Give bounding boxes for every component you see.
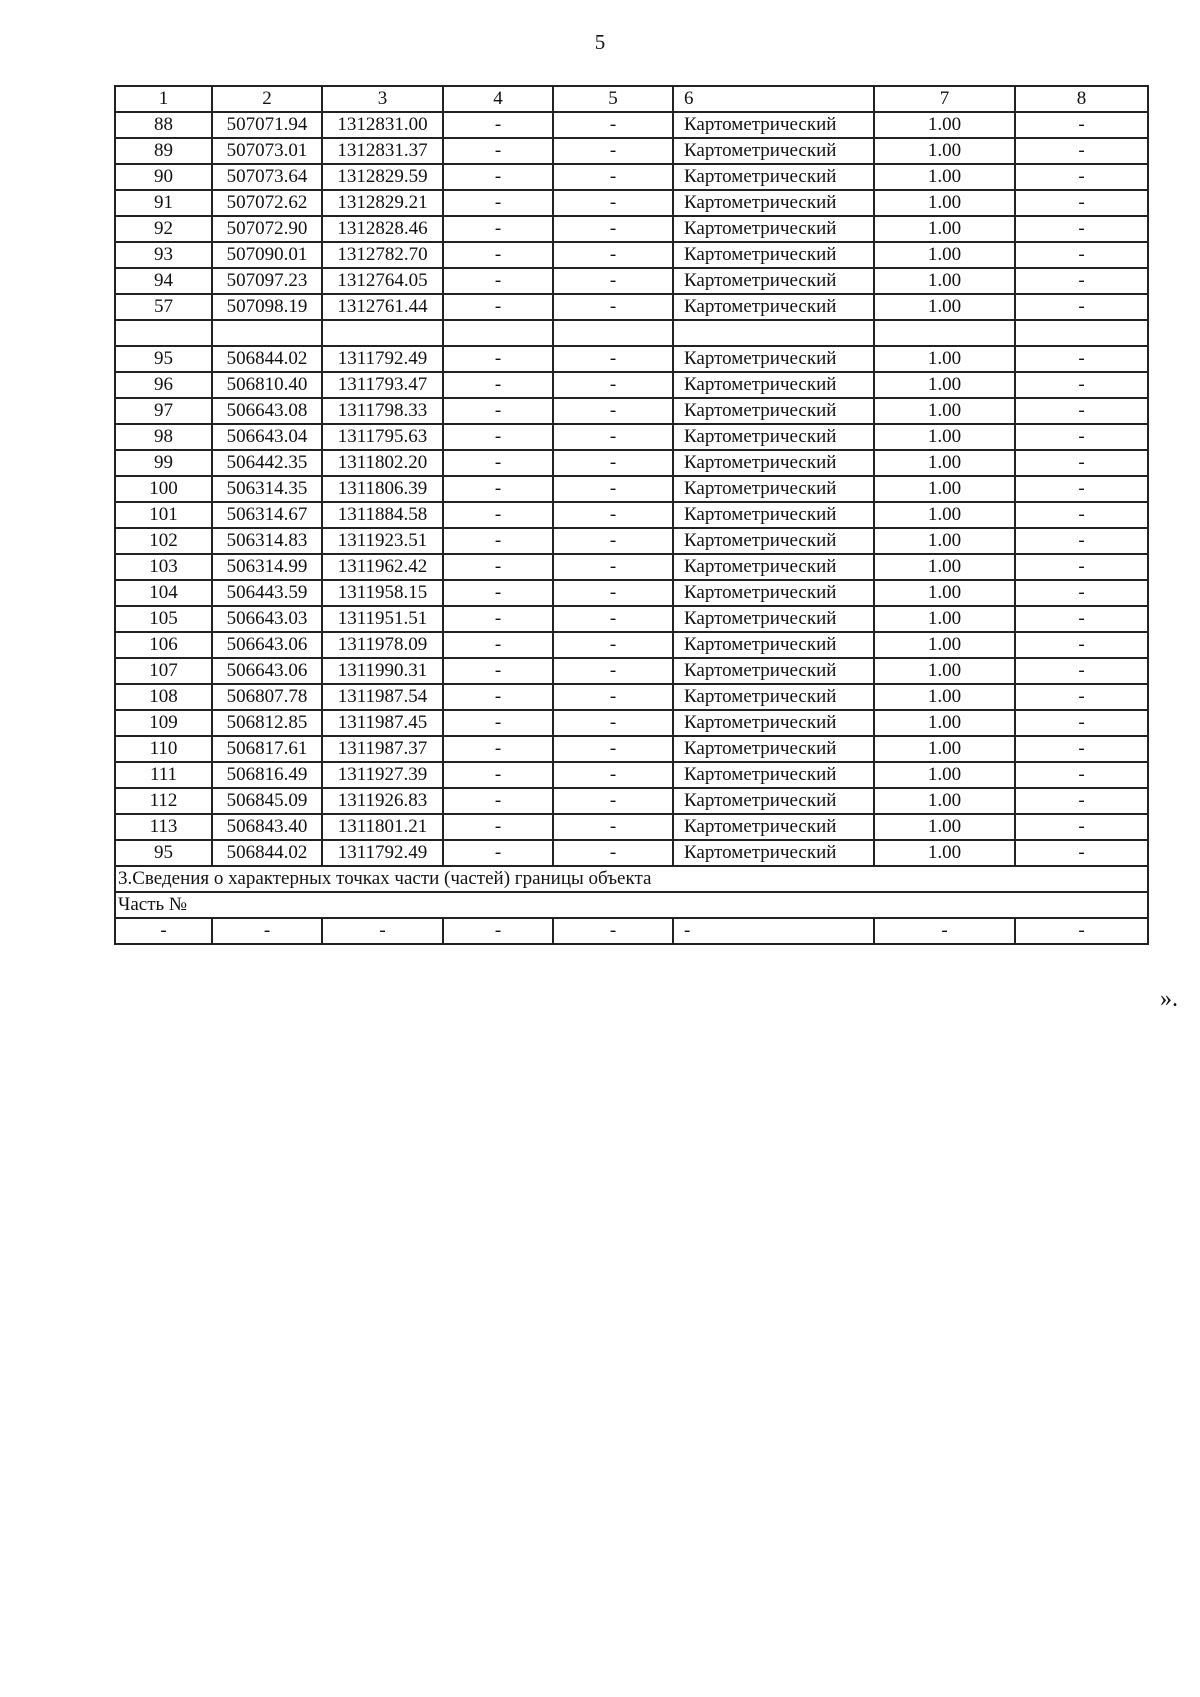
cell-method: Картометрический <box>673 398 874 424</box>
cell-col-4: - <box>443 164 553 190</box>
cell-method: Картометрический <box>673 840 874 866</box>
table-row <box>115 762 1148 788</box>
cell-y-coordinate: 1311793.47 <box>322 372 443 398</box>
cell-method: Картометрический <box>673 294 874 320</box>
cell-x-coordinate: 507072.62 <box>212 190 322 216</box>
cell-col-4 <box>443 320 553 346</box>
cell-accuracy: 1.00 <box>874 242 1015 268</box>
section-title-row <box>115 866 1148 892</box>
cell-method: Картометрический <box>673 710 874 736</box>
cell-accuracy: - <box>874 918 1015 944</box>
cell-col-5: - <box>553 554 673 580</box>
cell-x-coordinate: 506816.49 <box>212 762 322 788</box>
cell-col-8: - <box>1015 684 1148 710</box>
section-3-title: 3.Сведения о характерных точках части (частей) границы объекта <box>115 866 1148 892</box>
cell-x-coordinate <box>212 320 322 346</box>
cell-point-number: 111 <box>115 762 212 788</box>
cell-y-coordinate: 1311801.21 <box>322 814 443 840</box>
cell-y-coordinate: 1312831.37 <box>322 138 443 164</box>
cell-col-4: - <box>443 268 553 294</box>
cell-accuracy: 1.00 <box>874 398 1015 424</box>
cell-x-coordinate: 506643.04 <box>212 424 322 450</box>
cell-y-coordinate: 1312782.70 <box>322 242 443 268</box>
cell-col-8: - <box>1015 580 1148 606</box>
cell-col-5 <box>553 320 673 346</box>
cell-y-coordinate: - <box>322 918 443 944</box>
cell-accuracy: 1.00 <box>874 814 1015 840</box>
cell-y-coordinate: 1311798.33 <box>322 398 443 424</box>
cell-point-number: 112 <box>115 788 212 814</box>
cell-method: Картометрический <box>673 138 874 164</box>
table-row <box>115 216 1148 242</box>
cell-col-8: - <box>1015 190 1148 216</box>
table-row <box>115 346 1148 372</box>
cell-x-coordinate: 506443.59 <box>212 580 322 606</box>
cell-col-4: - <box>443 502 553 528</box>
cell-col-8: - <box>1015 268 1148 294</box>
cell-col-8: - <box>1015 788 1148 814</box>
cell-method: Картометрический <box>673 814 874 840</box>
cell-x-coordinate: 507097.23 <box>212 268 322 294</box>
cell-method: 6 <box>673 86 874 112</box>
cell-y-coordinate: 1311792.49 <box>322 346 443 372</box>
cell-y-coordinate: 1311923.51 <box>322 528 443 554</box>
cell-y-coordinate <box>322 320 443 346</box>
cell-accuracy: 1.00 <box>874 112 1015 138</box>
cell-accuracy: 1.00 <box>874 450 1015 476</box>
cell-col-4: - <box>443 528 553 554</box>
cell-x-coordinate: 506845.09 <box>212 788 322 814</box>
cell-col-5: - <box>553 294 673 320</box>
cell-method: Картометрический <box>673 242 874 268</box>
cell-method: Картометрический <box>673 762 874 788</box>
cell-col-5: - <box>553 268 673 294</box>
cell-col-5: - <box>553 112 673 138</box>
cell-point-number: 109 <box>115 710 212 736</box>
cell-y-coordinate: 1311990.31 <box>322 658 443 684</box>
cell-col-8: - <box>1015 138 1148 164</box>
table-row <box>115 502 1148 528</box>
cell-col-4: - <box>443 814 553 840</box>
cell-accuracy: 1.00 <box>874 658 1015 684</box>
cell-col-8: - <box>1015 242 1148 268</box>
cell-col-5: - <box>553 684 673 710</box>
cell-col-5: - <box>553 450 673 476</box>
cell-y-coordinate: 1312829.59 <box>322 164 443 190</box>
table-row <box>115 294 1148 320</box>
cell-point-number: 94 <box>115 268 212 294</box>
table-body <box>115 86 1148 944</box>
cell-col-4: - <box>443 112 553 138</box>
cell-col-4: - <box>443 658 553 684</box>
cell-x-coordinate: 507073.64 <box>212 164 322 190</box>
cell-x-coordinate: 506643.06 <box>212 658 322 684</box>
cell-x-coordinate: 506812.85 <box>212 710 322 736</box>
cell-x-coordinate: 506817.61 <box>212 736 322 762</box>
table-row <box>115 242 1148 268</box>
cell-point-number: 101 <box>115 502 212 528</box>
cell-y-coordinate: 1311884.58 <box>322 502 443 528</box>
cell-x-coordinate: 507098.19 <box>212 294 322 320</box>
cell-point-number: 97 <box>115 398 212 424</box>
cell-col-8: - <box>1015 554 1148 580</box>
cell-method: Картометрический <box>673 476 874 502</box>
cell-col-8: - <box>1015 658 1148 684</box>
cell-col-4: - <box>443 216 553 242</box>
cell-method: Картометрический <box>673 268 874 294</box>
cell-point-number: 95 <box>115 346 212 372</box>
table-row <box>115 632 1148 658</box>
cell-col-8 <box>1015 320 1148 346</box>
cell-col-8: 8 <box>1015 86 1148 112</box>
cell-col-4: - <box>443 190 553 216</box>
coordinates-table <box>114 85 1149 945</box>
cell-point-number <box>115 320 212 346</box>
cell-accuracy: 1.00 <box>874 632 1015 658</box>
cell-x-coordinate: 2 <box>212 86 322 112</box>
cell-point-number: 105 <box>115 606 212 632</box>
cell-x-coordinate: 506314.83 <box>212 528 322 554</box>
cell-point-number: 91 <box>115 190 212 216</box>
cell-col-8: - <box>1015 346 1148 372</box>
cell-col-5: - <box>553 138 673 164</box>
cell-method: Картометрический <box>673 190 874 216</box>
cell-accuracy: 1.00 <box>874 684 1015 710</box>
cell-col-8: - <box>1015 372 1148 398</box>
cell-col-8: - <box>1015 814 1148 840</box>
cell-point-number: 1 <box>115 86 212 112</box>
cell-col-8: - <box>1015 424 1148 450</box>
cell-method: Картометрический <box>673 112 874 138</box>
cell-col-8: - <box>1015 736 1148 762</box>
cell-method: Картометрический <box>673 606 874 632</box>
cell-accuracy: 1.00 <box>874 476 1015 502</box>
cell-col-4: - <box>443 788 553 814</box>
cell-col-5: - <box>553 424 673 450</box>
table-row <box>115 580 1148 606</box>
cell-accuracy: 1.00 <box>874 164 1015 190</box>
cell-accuracy: 1.00 <box>874 736 1015 762</box>
cell-col-4: - <box>443 840 553 866</box>
cell-point-number: 106 <box>115 632 212 658</box>
cell-col-8: - <box>1015 502 1148 528</box>
cell-point-number: 100 <box>115 476 212 502</box>
cell-method: Картометрический <box>673 658 874 684</box>
cell-accuracy: 1.00 <box>874 554 1015 580</box>
cell-x-coordinate: 506810.40 <box>212 372 322 398</box>
cell-col-4: - <box>443 372 553 398</box>
cell-point-number: 102 <box>115 528 212 554</box>
cell-accuracy: 1.00 <box>874 710 1015 736</box>
cell-accuracy: 1.00 <box>874 424 1015 450</box>
cell-col-8: - <box>1015 294 1148 320</box>
table-row <box>115 372 1148 398</box>
cell-col-8: - <box>1015 918 1148 944</box>
cell-x-coordinate: 507090.01 <box>212 242 322 268</box>
cell-col-5: - <box>553 398 673 424</box>
cell-col-8: - <box>1015 762 1148 788</box>
cell-method: Картометрический <box>673 450 874 476</box>
cell-col-4: 4 <box>443 86 553 112</box>
cell-accuracy: 1.00 <box>874 190 1015 216</box>
cell-point-number: 92 <box>115 216 212 242</box>
closing-quote-mark: ». <box>1160 986 1178 1012</box>
table-row <box>115 138 1148 164</box>
separator-row <box>115 320 1148 346</box>
cell-point-number: 89 <box>115 138 212 164</box>
cell-accuracy: 1.00 <box>874 138 1015 164</box>
cell-accuracy: 1.00 <box>874 502 1015 528</box>
table-row <box>115 528 1148 554</box>
cell-point-number: 98 <box>115 424 212 450</box>
table-row <box>115 788 1148 814</box>
cell-y-coordinate: 1312831.00 <box>322 112 443 138</box>
cell-col-5: - <box>553 242 673 268</box>
cell-y-coordinate: 1311806.39 <box>322 476 443 502</box>
cell-method: Картометрический <box>673 632 874 658</box>
cell-col-8: - <box>1015 840 1148 866</box>
cell-accuracy: 1.00 <box>874 606 1015 632</box>
cell-col-4: - <box>443 554 553 580</box>
cell-x-coordinate: 506314.35 <box>212 476 322 502</box>
cell-method: Картометрический <box>673 580 874 606</box>
cell-y-coordinate: 1311962.42 <box>322 554 443 580</box>
cell-point-number: 104 <box>115 580 212 606</box>
cell-x-coordinate: 506643.08 <box>212 398 322 424</box>
cell-point-number: 96 <box>115 372 212 398</box>
cell-x-coordinate: 506643.06 <box>212 632 322 658</box>
cell-col-8: - <box>1015 164 1148 190</box>
cell-x-coordinate: 507073.01 <box>212 138 322 164</box>
cell-method: Картометрический <box>673 372 874 398</box>
cell-col-8: - <box>1015 112 1148 138</box>
cell-col-8: - <box>1015 450 1148 476</box>
cell-point-number: 113 <box>115 814 212 840</box>
cell-x-coordinate: 507071.94 <box>212 112 322 138</box>
cell-method: Картометрический <box>673 502 874 528</box>
cell-col-5: - <box>553 476 673 502</box>
cell-col-4: - <box>443 294 553 320</box>
table-row <box>115 814 1148 840</box>
cell-col-4: - <box>443 398 553 424</box>
cell-point-number: 103 <box>115 554 212 580</box>
cell-x-coordinate: 506843.40 <box>212 814 322 840</box>
table-row <box>115 164 1148 190</box>
cell-y-coordinate: 1311951.51 <box>322 606 443 632</box>
cell-y-coordinate: 1312829.21 <box>322 190 443 216</box>
cell-y-coordinate: 1312764.05 <box>322 268 443 294</box>
table-row <box>115 190 1148 216</box>
cell-method: Картометрический <box>673 216 874 242</box>
cell-accuracy: 1.00 <box>874 216 1015 242</box>
cell-col-5: - <box>553 346 673 372</box>
cell-accuracy: 1.00 <box>874 268 1015 294</box>
cell-col-4: - <box>443 762 553 788</box>
cell-y-coordinate: 1311987.37 <box>322 736 443 762</box>
cell-accuracy: 1.00 <box>874 580 1015 606</box>
cell-x-coordinate: 507072.90 <box>212 216 322 242</box>
cell-accuracy: 7 <box>874 86 1015 112</box>
cell-method: Картометрический <box>673 528 874 554</box>
cell-col-8: - <box>1015 710 1148 736</box>
table-row <box>115 710 1148 736</box>
cell-col-4: - <box>443 580 553 606</box>
cell-col-8: - <box>1015 528 1148 554</box>
cell-col-5: - <box>553 840 673 866</box>
cell-col-5: - <box>553 788 673 814</box>
table-row <box>115 606 1148 632</box>
cell-point-number: 57 <box>115 294 212 320</box>
cell-col-4: - <box>443 606 553 632</box>
table-row <box>115 736 1148 762</box>
cell-accuracy: 1.00 <box>874 372 1015 398</box>
cell-method: Картометрический <box>673 788 874 814</box>
cell-point-number: 88 <box>115 112 212 138</box>
cell-accuracy: 1.00 <box>874 294 1015 320</box>
cell-col-4: - <box>443 684 553 710</box>
cell-point-number: 90 <box>115 164 212 190</box>
cell-method: - <box>673 918 874 944</box>
cell-col-5: - <box>553 710 673 736</box>
cell-col-4: - <box>443 736 553 762</box>
cell-col-5: - <box>553 736 673 762</box>
cell-col-4: - <box>443 138 553 164</box>
cell-col-5: - <box>553 606 673 632</box>
cell-point-number: - <box>115 918 212 944</box>
page-number: 5 <box>594 30 606 54</box>
cell-y-coordinate: 1311802.20 <box>322 450 443 476</box>
cell-col-5: - <box>553 814 673 840</box>
cell-y-coordinate: 1311958.15 <box>322 580 443 606</box>
table-row <box>115 840 1148 866</box>
cell-y-coordinate: 1311978.09 <box>322 632 443 658</box>
header-row <box>115 86 1148 112</box>
cell-col-5: 5 <box>553 86 673 112</box>
cell-y-coordinate: 1312761.44 <box>322 294 443 320</box>
cell-col-5: - <box>553 528 673 554</box>
cell-col-5: - <box>553 372 673 398</box>
cell-method: Картометрический <box>673 684 874 710</box>
table-row <box>115 476 1148 502</box>
cell-col-5: - <box>553 918 673 944</box>
cell-x-coordinate: 506442.35 <box>212 450 322 476</box>
cell-col-5: - <box>553 762 673 788</box>
cell-y-coordinate: 3 <box>322 86 443 112</box>
cell-col-4: - <box>443 918 553 944</box>
part-label: Часть № <box>115 892 1148 918</box>
cell-y-coordinate: 1311987.45 <box>322 710 443 736</box>
cell-x-coordinate: 506844.02 <box>212 346 322 372</box>
table-row <box>115 112 1148 138</box>
cell-accuracy: 1.00 <box>874 788 1015 814</box>
cell-method: Картометрический <box>673 736 874 762</box>
cell-point-number: 95 <box>115 840 212 866</box>
cell-col-8: - <box>1015 398 1148 424</box>
cell-col-8: - <box>1015 606 1148 632</box>
table-row <box>115 554 1148 580</box>
cell-accuracy: 1.00 <box>874 762 1015 788</box>
cell-y-coordinate: 1311987.54 <box>322 684 443 710</box>
cell-col-8: - <box>1015 632 1148 658</box>
table-row <box>115 424 1148 450</box>
cell-point-number: 93 <box>115 242 212 268</box>
cell-col-5: - <box>553 190 673 216</box>
cell-col-4: - <box>443 346 553 372</box>
cell-point-number: 107 <box>115 658 212 684</box>
cell-col-4: - <box>443 476 553 502</box>
cell-point-number: 108 <box>115 684 212 710</box>
cell-point-number: 110 <box>115 736 212 762</box>
table-row <box>115 684 1148 710</box>
cell-y-coordinate: 1311795.63 <box>322 424 443 450</box>
cell-accuracy: 1.00 <box>874 840 1015 866</box>
cell-x-coordinate: 506807.78 <box>212 684 322 710</box>
cell-col-5: - <box>553 502 673 528</box>
cell-point-number: 99 <box>115 450 212 476</box>
cell-accuracy: 1.00 <box>874 346 1015 372</box>
cell-col-5: - <box>553 164 673 190</box>
cell-x-coordinate: 506844.02 <box>212 840 322 866</box>
cell-x-coordinate: - <box>212 918 322 944</box>
cell-accuracy: 1.00 <box>874 528 1015 554</box>
part-row <box>115 918 1148 944</box>
table-row <box>115 658 1148 684</box>
cell-col-5: - <box>553 658 673 684</box>
cell-col-4: - <box>443 710 553 736</box>
table-row <box>115 398 1148 424</box>
cell-method: Картометрический <box>673 554 874 580</box>
cell-col-4: - <box>443 424 553 450</box>
table-row <box>115 268 1148 294</box>
cell-col-5: - <box>553 216 673 242</box>
cell-x-coordinate: 506643.03 <box>212 606 322 632</box>
cell-accuracy <box>874 320 1015 346</box>
cell-col-8: - <box>1015 216 1148 242</box>
cell-col-5: - <box>553 632 673 658</box>
cell-x-coordinate: 506314.67 <box>212 502 322 528</box>
cell-method: Картометрический <box>673 424 874 450</box>
cell-y-coordinate: 1311926.83 <box>322 788 443 814</box>
cell-col-8: - <box>1015 476 1148 502</box>
cell-method: Картометрический <box>673 164 874 190</box>
cell-x-coordinate: 506314.99 <box>212 554 322 580</box>
cell-method <box>673 320 874 346</box>
cell-y-coordinate: 1311927.39 <box>322 762 443 788</box>
cell-col-5: - <box>553 580 673 606</box>
cell-col-4: - <box>443 632 553 658</box>
cell-col-4: - <box>443 242 553 268</box>
table-row <box>115 450 1148 476</box>
cell-y-coordinate: 1312828.46 <box>322 216 443 242</box>
cell-y-coordinate: 1311792.49 <box>322 840 443 866</box>
part-label-row <box>115 892 1148 918</box>
cell-method: Картометрический <box>673 346 874 372</box>
cell-col-4: - <box>443 450 553 476</box>
